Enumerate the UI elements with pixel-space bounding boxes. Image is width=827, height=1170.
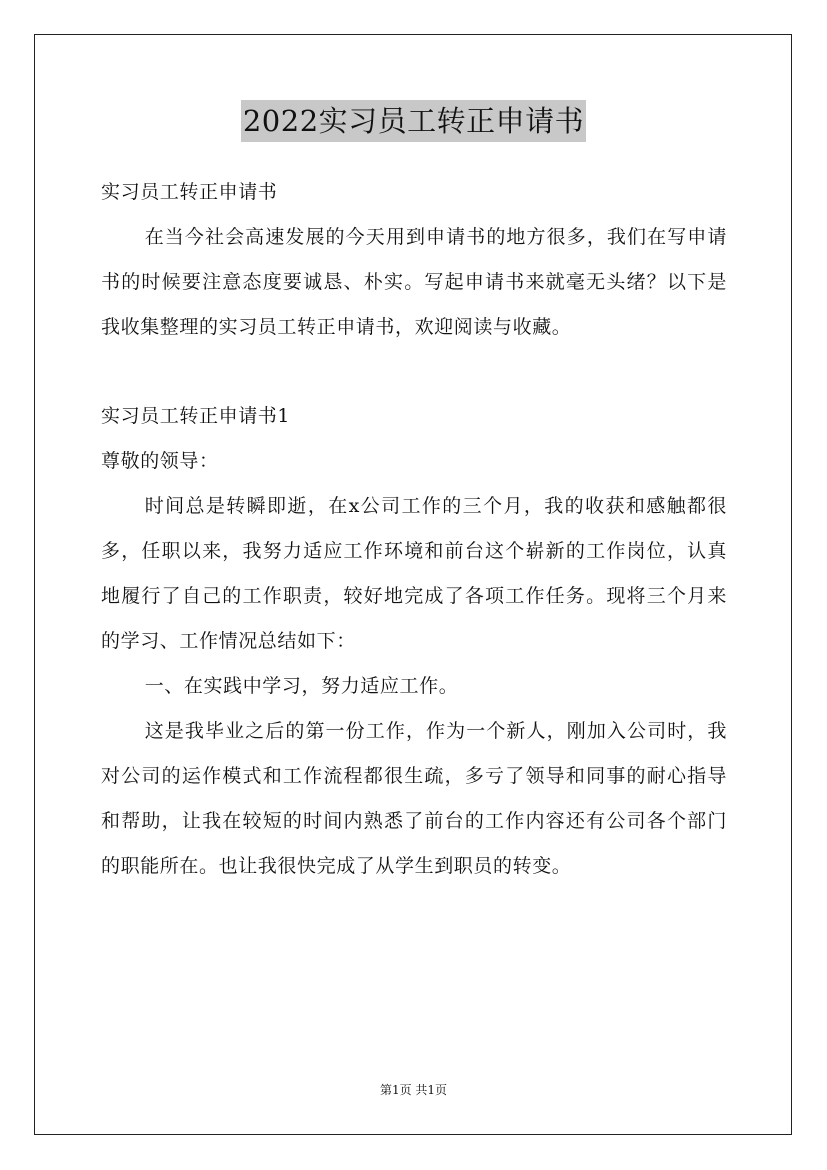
section-heading-1: 一、在实践中学习，努力适应工作。 — [144, 675, 459, 697]
intro-paragraph: 在当今社会高速发展的今天用到申请书的地方很多，我们在写申请书的时候要注意态度要诚恳、朴实。写起申请书来就毫无头绪？以下是我收集整理的实习员工转正申请书，欢迎阅读与收藏。 — [101, 226, 727, 338]
page-number: 第1页 共1页 — [379, 1083, 448, 1097]
title-container — [0, 100, 827, 142]
page-footer — [0, 1082, 827, 1098]
document-body — [101, 170, 727, 889]
subtitle: 实习员工转正申请书 — [101, 181, 278, 203]
document-title: 2022实习员工转正申请书 — [241, 100, 586, 142]
body-paragraph-2: 这是我毕业之后的第一份工作，作为一个新人，刚加入公司时，我对公司的运作模式和工作流程都很生疏，多亏了领导和同事的耐心指导和帮助，让我在较短的时间内熟悉了前台的工作内容还有公司各个部门的职能所在。也让我很快完成了从学生到职员的转变。 — [101, 720, 727, 877]
salutation: 尊敬的领导： — [101, 450, 219, 472]
body-paragraph-1: 时间总是转瞬即逝，在x公司工作的三个月，我的收获和感触都很多，任职以来，我努力适应工作环境和前台这个崭新的工作岗位，认真地履行了自己的工作职责，较好地完成了各项工作任务。现将三个月来的学习、工作情况总结如下： — [101, 495, 727, 652]
section-spacer — [101, 350, 727, 394]
section-title: 实习员工转正申请书1 — [101, 405, 291, 427]
